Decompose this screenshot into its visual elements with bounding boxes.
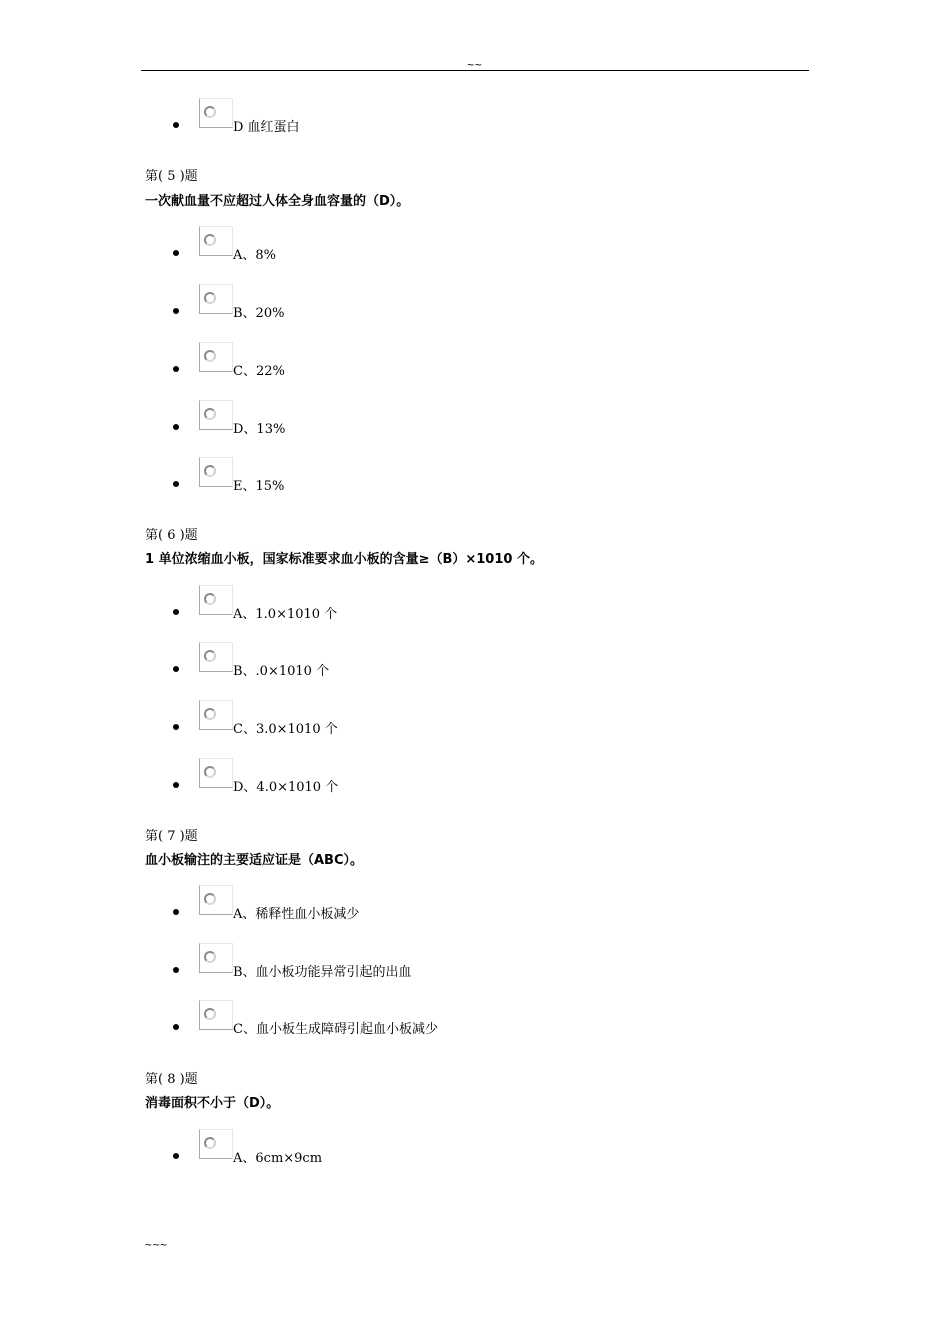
option-item[interactable] (0, 284, 950, 324)
bullet (173, 724, 179, 730)
radio-circle-icon (204, 350, 216, 362)
bullet (173, 366, 179, 372)
header-rule (141, 70, 809, 71)
option-label: B、20% (233, 306, 285, 321)
option-item[interactable] (0, 885, 950, 925)
radio-circle-icon (204, 1137, 216, 1149)
option-item[interactable] (0, 400, 950, 440)
option-label: D、13% (233, 422, 286, 437)
bullet (173, 1024, 179, 1030)
bullet (173, 122, 179, 128)
radio-circle-icon (204, 708, 216, 720)
option-label: A、稀释性血小板减少 (233, 907, 360, 922)
bullet (173, 782, 179, 788)
radio-button[interactable] (199, 1129, 233, 1159)
radio-circle-icon (204, 408, 216, 420)
radio-button[interactable] (199, 943, 233, 973)
option-item[interactable] (0, 1129, 950, 1169)
radio-circle-icon (204, 106, 216, 118)
radio-button[interactable] (199, 885, 233, 915)
option-label: A、8% (233, 248, 277, 263)
option-label: B、血小板功能异常引起的出血 (233, 965, 412, 980)
bullet (173, 967, 179, 973)
option-label: D 血红蛋白 (233, 120, 300, 135)
option-label: E、15% (233, 479, 285, 494)
bullet (173, 424, 179, 430)
option-item[interactable] (0, 943, 950, 983)
option-label: D、4.0×1010 个 (233, 780, 339, 795)
radio-button[interactable] (199, 642, 233, 672)
option-label: B、.0×1010 个 (233, 664, 330, 679)
radio-button[interactable] (199, 758, 233, 788)
radio-button[interactable] (199, 284, 233, 314)
radio-circle-icon (204, 593, 216, 605)
option-label: A、1.0×1010 个 (233, 607, 338, 622)
radio-button[interactable] (199, 342, 233, 372)
radio-button[interactable] (199, 700, 233, 730)
option-label: C、3.0×1010 个 (233, 722, 338, 737)
question-number: 第( 6 )题 (145, 528, 198, 543)
question-text: 血小板输注的主要适应证是（ABC）。 (145, 853, 364, 868)
question-number: 第( 7 )题 (145, 829, 198, 844)
question-text: 消毒面积不小于（D）。 (145, 1096, 280, 1111)
option-item[interactable] (0, 758, 950, 798)
radio-circle-icon (204, 292, 216, 304)
option-label: A、6cm×9cm (233, 1151, 323, 1166)
radio-circle-icon (204, 1008, 216, 1020)
radio-button[interactable] (199, 400, 233, 430)
option-item[interactable] (0, 226, 950, 266)
bullet (173, 666, 179, 672)
bullet (173, 909, 179, 915)
radio-button[interactable] (199, 226, 233, 256)
option-item[interactable] (0, 342, 950, 382)
option-item[interactable] (0, 642, 950, 682)
bullet (173, 308, 179, 314)
bullet (173, 1153, 179, 1159)
option-item[interactable] (0, 700, 950, 740)
bullet (173, 250, 179, 256)
footer-text: ~~~ (145, 1238, 168, 1251)
option-item[interactable] (0, 1000, 950, 1040)
radio-circle-icon (204, 951, 216, 963)
radio-button[interactable] (199, 457, 233, 487)
question-number: 第( 8 )题 (145, 1072, 198, 1087)
radio-button[interactable] (199, 1000, 233, 1030)
radio-button[interactable] (199, 585, 233, 615)
option-label: C、血小板生成障碍引起血小板减少 (233, 1022, 438, 1037)
question-number: 第( 5 )题 (145, 169, 198, 184)
bullet (173, 609, 179, 615)
option-item[interactable] (0, 585, 950, 625)
bullet (173, 481, 179, 487)
option-item[interactable] (0, 98, 950, 138)
radio-circle-icon (204, 766, 216, 778)
header-text: ~~ (467, 58, 483, 71)
radio-circle-icon (204, 234, 216, 246)
radio-circle-icon (204, 650, 216, 662)
radio-button[interactable] (199, 98, 233, 128)
question-text: 一次献血量不应超过人体全身血容量的（D）。 (145, 194, 410, 209)
option-item[interactable] (0, 457, 950, 497)
question-text: 1 单位浓缩血小板，国家标准要求血小板的含量≥（B）×1010 个。 (145, 552, 543, 567)
radio-circle-icon (204, 893, 216, 905)
radio-circle-icon (204, 465, 216, 477)
option-label: C、22% (233, 364, 285, 379)
